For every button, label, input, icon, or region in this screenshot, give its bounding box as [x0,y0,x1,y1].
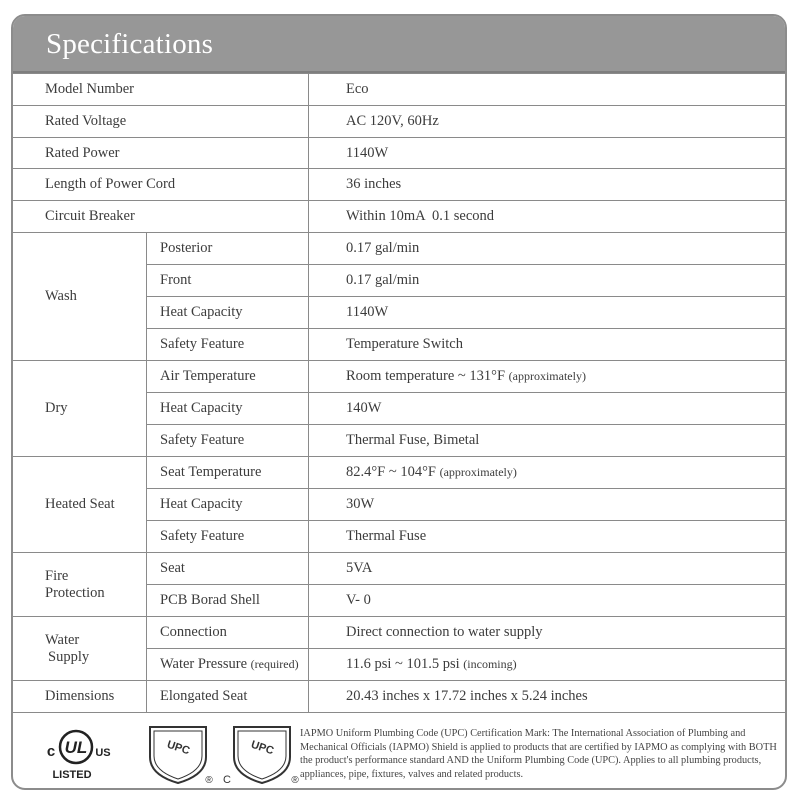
row-value: 1140W [309,138,788,169]
value-text: 82.4°F ~ 104°F [346,464,436,480]
row-value: 140W [309,393,788,425]
shield-inner-icon [238,731,286,779]
table-row [12,106,788,138]
table-row [12,74,788,106]
row-value: Within 10mA 0.1 second [309,201,788,233]
sub-label: Safety Feature [147,521,309,553]
row-value [309,361,788,393]
sub-label: Posterior [147,233,309,265]
row-value: 30W [309,489,788,521]
table-row [12,553,788,585]
row-value: Thermal Fuse [309,521,788,553]
row-value: 36 inches [309,169,788,201]
group-label-fire-protection [12,553,147,617]
row-value: V- 0 [309,585,788,617]
row-value [309,649,788,681]
table-row [12,169,788,201]
upc-text: UPC [249,738,276,758]
row-value: 1140W [309,297,788,329]
ul-us-text: US [95,747,111,759]
shield-inner-icon [154,731,202,779]
table-row [12,201,788,233]
group-label-line: Fire [45,567,69,584]
row-value: Direct connection to water supply [309,617,788,649]
c-mark: C [223,774,231,785]
value-note: (incoming) [463,657,517,671]
sub-label: Elongated Seat [147,681,309,713]
row-label: Rated Power [12,138,309,169]
row-label: Rated Voltage [12,106,309,138]
row-value: Temperature Switch [309,329,788,361]
row-value: AC 120V, 60Hz [309,106,788,138]
sub-label: Air Temperature [147,361,309,393]
sub-label: Connection [147,617,309,649]
value-text: Room temperature ~ 131°F [346,368,506,384]
certification-footer [13,713,785,790]
sub-label: Front [147,265,309,297]
row-value: 0.17 gal/min [309,265,788,297]
value-note: (approximately) [439,465,517,479]
page-title: Specifications [46,28,214,60]
group-label-heated-seat: Heated Seat [12,457,147,553]
value-text: 11.6 psi ~ 101.5 psi [346,656,460,672]
row-value: Eco [309,74,788,106]
ul-mark-text: UL [64,738,88,757]
row-value: 20.43 inches x 17.72 inches x 5.24 inches [309,681,788,713]
ul-listed-text: LISTED [52,769,92,781]
row-label: Circuit Breaker [12,201,309,233]
sub-label: Safety Feature [147,329,309,361]
group-label-line: Supply [48,648,90,665]
upc-canada-shield-logo [220,723,300,785]
table-row [12,617,788,649]
sub-label-text: Water Pressure [160,656,248,672]
group-label-line: Water [45,631,80,648]
sub-label: Heat Capacity [147,489,309,521]
row-value: 5VA [309,553,788,585]
sub-label: Seat [147,553,309,585]
row-label: Length of Power Cord [12,169,309,201]
sub-label [147,649,309,681]
group-label-water-supply [12,617,147,681]
ul-listed-logo [38,727,114,781]
specifications-card [11,14,787,790]
group-label-dimensions: Dimensions [12,681,147,713]
upc-shield-logo [146,723,214,785]
group-label-dry: Dry [12,361,147,457]
group-label-wash: Wash [12,233,147,361]
sub-label: Heat Capacity [147,297,309,329]
table-row [12,681,788,713]
table-row [12,138,788,169]
row-value [309,457,788,489]
header-bar [13,16,785,73]
certification-description: IAPMO Uniform Plumbing Code (UPC) Certification Mark: The International Association of Plumbing and Mechanical Officials (IAPMO) Shield is applied to products that are certified by IAPMO as complying with BOTH the product's performance standard AND the Uniform Plumbing Code (UPC). Applies to all plumbing products, appliances, pipe, fixtures, valves and related products. [300,728,777,780]
registered-mark: ® [205,775,213,785]
sub-label-note: (required) [250,657,299,671]
shield-outline-icon [150,727,206,783]
table-row [12,457,788,489]
table-row [12,361,788,393]
shield-outline-icon [234,727,290,783]
spec-table [11,73,787,713]
row-label: Model Number [12,74,309,106]
sub-label: Seat Temperature [147,457,309,489]
row-value: Thermal Fuse, Bimetal [309,425,788,457]
table-row [12,233,788,265]
registered-mark: ® [291,775,299,785]
value-note: (approximately) [508,369,586,383]
sub-label: Safety Feature [147,425,309,457]
upc-text: UPC [165,738,192,758]
sub-label: Heat Capacity [147,393,309,425]
group-label-line: Protection [45,584,105,601]
ul-c-text: c [46,743,56,760]
row-value: 0.17 gal/min [309,233,788,265]
sub-label: PCB Borad Shell [147,585,309,617]
